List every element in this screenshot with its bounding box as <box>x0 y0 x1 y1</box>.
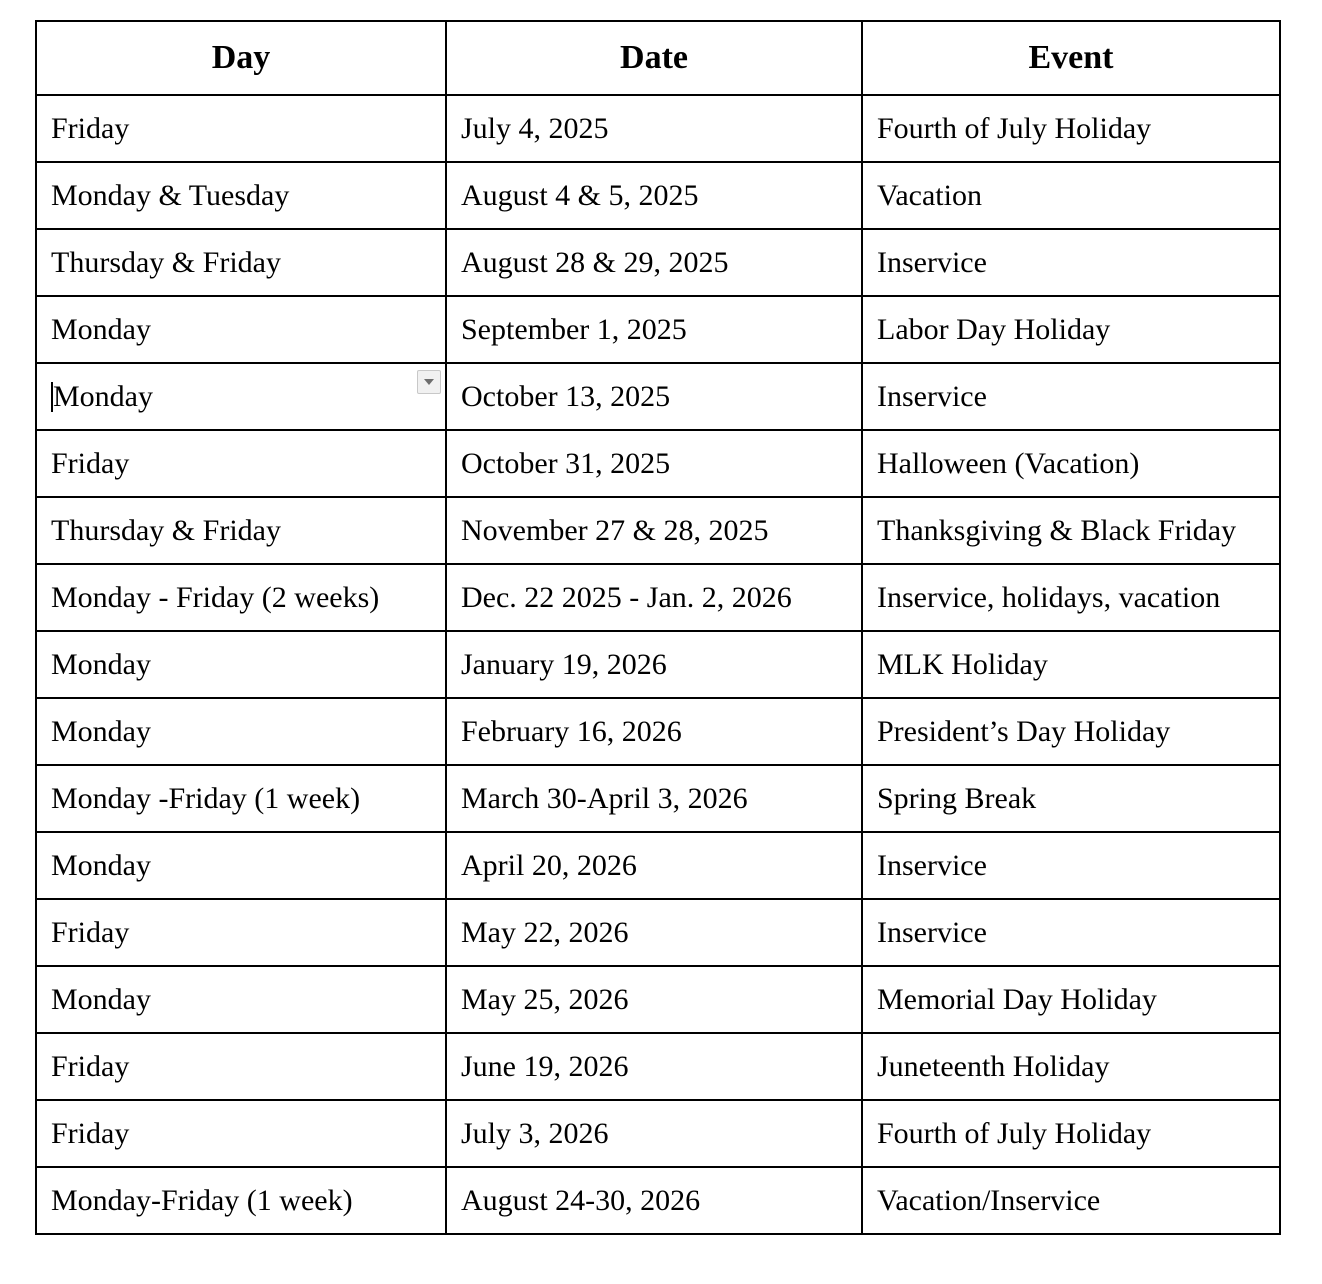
event-cell[interactable]: Inservice <box>862 229 1280 296</box>
event-cell[interactable]: Juneteenth Holiday <box>862 1033 1280 1100</box>
date-cell[interactable]: Dec. 22 2025 - Jan. 2, 2026 <box>446 564 862 631</box>
table-row <box>36 229 1280 296</box>
day-cell[interactable]: Monday-Friday (1 week) <box>36 1167 446 1234</box>
day-cell[interactable]: Monday <box>36 296 446 363</box>
event-cell[interactable]: Memorial Day Holiday <box>862 966 1280 1033</box>
event-cell[interactable]: Inservice <box>862 363 1280 430</box>
event-cell[interactable]: Thanksgiving & Black Friday <box>862 497 1280 564</box>
day-cell[interactable]: Thursday & Friday <box>36 497 446 564</box>
date-cell[interactable]: January 19, 2026 <box>446 631 862 698</box>
table-row <box>36 497 1280 564</box>
header-event: Event <box>862 21 1280 95</box>
event-cell[interactable]: Inservice <box>862 832 1280 899</box>
table-row <box>36 564 1280 631</box>
day-cell[interactable]: Monday & Tuesday <box>36 162 446 229</box>
table-row-active <box>36 363 1280 430</box>
date-cell[interactable]: August 4 & 5, 2025 <box>446 162 862 229</box>
day-cell[interactable]: Thursday & Friday <box>36 229 446 296</box>
date-cell[interactable]: September 1, 2025 <box>446 296 862 363</box>
day-cell[interactable]: Monday <box>36 832 446 899</box>
event-cell[interactable]: Spring Break <box>862 765 1280 832</box>
day-cell[interactable]: Monday -Friday (1 week) <box>36 765 446 832</box>
event-cell[interactable]: Inservice <box>862 899 1280 966</box>
day-cell[interactable]: Friday <box>36 95 446 162</box>
date-cell[interactable]: August 28 & 29, 2025 <box>446 229 862 296</box>
date-cell[interactable]: June 19, 2026 <box>446 1033 862 1100</box>
table-row <box>36 430 1280 497</box>
event-cell[interactable]: Vacation/Inservice <box>862 1167 1280 1234</box>
day-cell[interactable]: Monday <box>36 966 446 1033</box>
day-cell[interactable]: Friday <box>36 1100 446 1167</box>
header-date: Date <box>446 21 862 95</box>
event-cell[interactable]: Fourth of July Holiday <box>862 95 1280 162</box>
day-cell[interactable]: Monday - Friday (2 weeks) <box>36 564 446 631</box>
day-cell-active[interactable] <box>36 363 446 430</box>
day-cell-text: Monday <box>53 379 153 413</box>
event-cell[interactable]: Inservice, holidays, vacation <box>862 564 1280 631</box>
table-header <box>36 21 1280 95</box>
date-cell[interactable]: November 27 & 28, 2025 <box>446 497 862 564</box>
day-cell[interactable]: Monday <box>36 631 446 698</box>
date-cell[interactable]: April 20, 2026 <box>446 832 862 899</box>
table-row <box>36 966 1280 1033</box>
day-cell[interactable]: Friday <box>36 430 446 497</box>
day-cell[interactable]: Friday <box>36 1033 446 1100</box>
date-cell[interactable]: July 3, 2026 <box>446 1100 862 1167</box>
table-row <box>36 765 1280 832</box>
event-cell[interactable]: MLK Holiday <box>862 631 1280 698</box>
table-row <box>36 162 1280 229</box>
header-row <box>36 21 1280 95</box>
table-body <box>36 95 1280 1234</box>
cell-dropdown-icon[interactable] <box>417 370 441 394</box>
header-day: Day <box>36 21 446 95</box>
date-cell[interactable]: July 4, 2025 <box>446 95 862 162</box>
table-row <box>36 296 1280 363</box>
date-cell[interactable]: August 24-30, 2026 <box>446 1167 862 1234</box>
date-cell[interactable]: May 22, 2026 <box>446 899 862 966</box>
table-row <box>36 899 1280 966</box>
date-cell[interactable]: March 30-April 3, 2026 <box>446 765 862 832</box>
event-cell[interactable]: Halloween (Vacation) <box>862 430 1280 497</box>
date-cell[interactable]: February 16, 2026 <box>446 698 862 765</box>
calendar-table <box>35 20 1281 1235</box>
table-row <box>36 1167 1280 1234</box>
date-cell[interactable]: May 25, 2026 <box>446 966 862 1033</box>
table-row <box>36 1033 1280 1100</box>
table-row <box>36 698 1280 765</box>
event-cell[interactable]: Fourth of July Holiday <box>862 1100 1280 1167</box>
table-row <box>36 631 1280 698</box>
event-cell[interactable]: Vacation <box>862 162 1280 229</box>
day-cell[interactable]: Monday <box>36 698 446 765</box>
table-row <box>36 95 1280 162</box>
date-cell[interactable]: October 13, 2025 <box>446 363 862 430</box>
event-cell[interactable]: Labor Day Holiday <box>862 296 1280 363</box>
day-cell[interactable]: Friday <box>36 899 446 966</box>
event-cell[interactable]: President’s Day Holiday <box>862 698 1280 765</box>
date-cell[interactable]: October 31, 2025 <box>446 430 862 497</box>
table-row <box>36 1100 1280 1167</box>
table-row <box>36 832 1280 899</box>
